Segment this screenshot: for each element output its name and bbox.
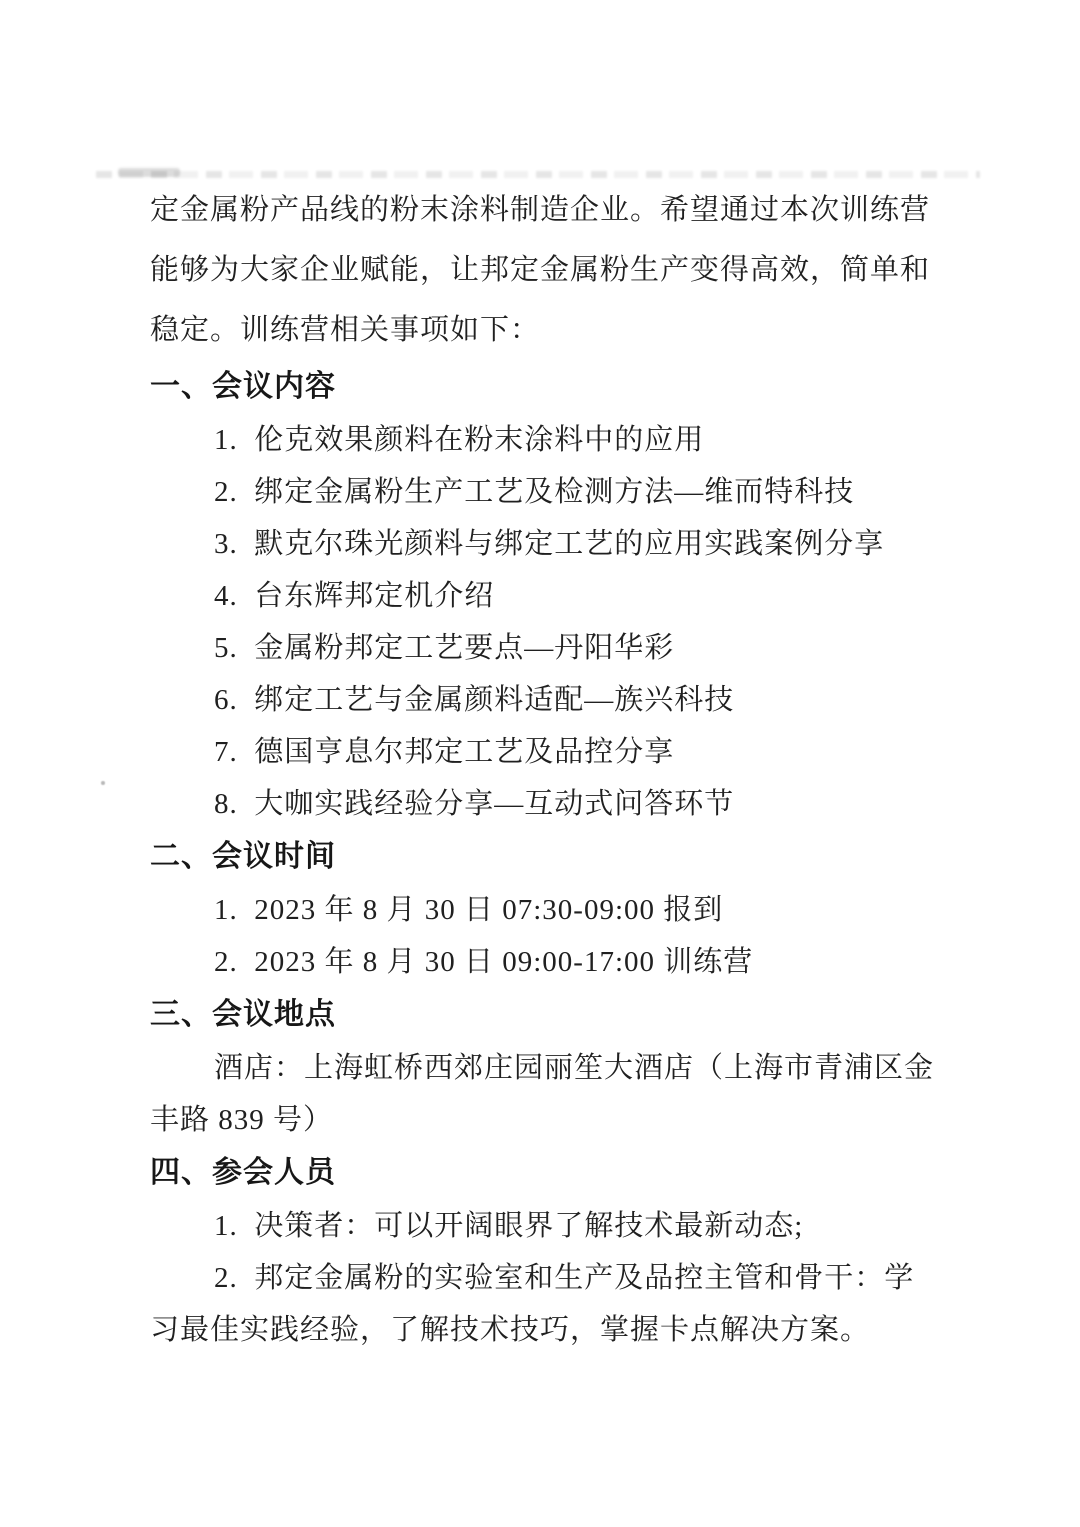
intro-line-1: 定金属粉产品线的粉末涂料制造企业。希望通过本次训练营 <box>150 194 931 226</box>
location-line-2: 丰路 839 号） <box>150 1104 334 1136</box>
scan-smudge <box>118 168 180 177</box>
scan-artifact-band <box>96 171 980 178</box>
location-line-1: 酒店：上海虹桥西郊庄园丽笙大酒店（上海市青浦区金 <box>214 1052 935 1084</box>
agenda-item-3: 3. 默克尔珠光颜料与绑定工艺的应用实践案例分享 <box>214 528 885 560</box>
agenda-item-7: 7. 德国亨息尔邦定工艺及品控分享 <box>214 736 675 768</box>
section-heading-meeting-time: 二、会议时间 <box>150 840 336 873</box>
section-heading-participants: 四、参会人员 <box>150 1156 336 1189</box>
participant-item-2-line-2: 习最佳实践经验，了解技术技巧，掌握卡点解决方案。 <box>150 1314 871 1346</box>
agenda-item-1: 1. 伦克效果颜料在粉末涂料中的应用 <box>214 424 705 456</box>
agenda-item-2: 2. 绑定金属粉生产工艺及检测方法—维而特科技 <box>214 476 855 508</box>
meeting-time-2: 2. 2023 年 8 月 30 日 09:00-17:00 训练营 <box>214 946 754 978</box>
meeting-time-1: 1. 2023 年 8 月 30 日 07:30-09:00 报到 <box>214 894 724 926</box>
agenda-item-5: 5. 金属粉邦定工艺要点—丹阳华彩 <box>214 632 675 664</box>
intro-line-2: 能够为大家企业赋能，让邦定金属粉生产变得高效，简单和 <box>150 254 931 286</box>
agenda-item-4: 4. 台东辉邦定机介绍 <box>214 580 495 612</box>
agenda-item-8: 8. 大咖实践经验分享—互动式问答环节 <box>214 788 735 820</box>
agenda-item-6: 6. 绑定工艺与金属颜料适配—族兴科技 <box>214 684 735 716</box>
participant-item-2-line-1: 2. 邦定金属粉的实验室和生产及品控主管和骨干：学 <box>214 1262 915 1294</box>
intro-line-3: 稳定。训练营相关事项如下： <box>150 314 541 346</box>
participant-item-1: 1. 决策者：可以开阔眼界了解技术最新动态; <box>214 1210 804 1242</box>
section-heading-meeting-content: 一、会议内容 <box>150 370 336 403</box>
document-body <box>150 180 934 1356</box>
section-heading-meeting-location: 三、会议地点 <box>150 998 336 1031</box>
scan-speck <box>101 781 105 785</box>
